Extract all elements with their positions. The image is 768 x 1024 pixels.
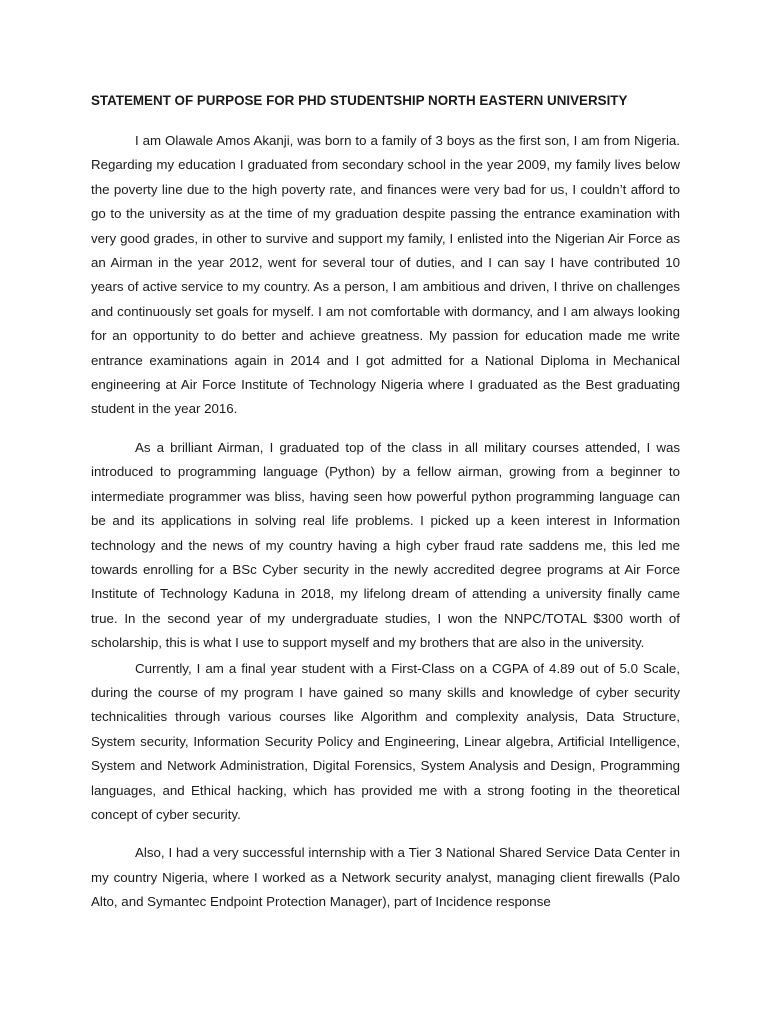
paragraph-cybersecurity-interest: As a brilliant Airman, I graduated top of the class in all military courses attended, I was introduced to programming language (Python) by a fellow airman, growing from a beginner to intermediate programmer was bliss, having seen how powerful python programming language can be and its applications in solving real life problems. I picked up a keen interest in Information technology and the news of my country having a high cyber fraud rate saddens me, this led me towards enrolling for a BSc Cyber security in the newly accredited degree programs at Air Force Institute of Technology Kaduna in 2018, my lifelong dream of attending a university finally came true. In the second year of my undergraduate studies, I won the NNPC/TOTAL $300 worth of scholarship, this is what I use to support myself and my brothers that are also in the university. [91, 439, 680, 651]
paragraph-internship: Also, I had a very successful internship with a Tier 3 National Shared Service Data Center in my country Nigeria, where I worked as a Network security analyst, managing client firewalls (Palo Alto, and Symantec Endpoint Protection Manager), part of Incidence response [91, 845, 680, 910]
paragraph-background: I am Olawale Amos Akanji, was born to a family of 3 boys as the first son, I am from Nigeria. Regarding my education I graduated from secondary school in the year 2009, my family lives below the poverty line due to the high poverty rate, and finances were very bad for us, I couldn’t afford to go to the university as at the time of my graduation despite passing the entrance examination with very good grades, in other to survive and support my family, I enlisted into the Nigerian Air Force as an Airman in the year 2012, went for several tour of duties, and I can say I have contributed 10 years of active service to my country. As a person, I am ambitious and driven, I thrive on challenges and continuously set goals for myself. I am not comfortable with dormancy, and I am always looking for an opportunity to do better and achieve greatness. My passion for education made me write entrance examinations again in 2014 and I got admitted for a National Diploma in Mechanical engineering at Air Force Institute of Technology Nigeria where I graduated as the Best graduating student in the year 2016. [91, 133, 680, 417]
document-title: STATEMENT OF PURPOSE FOR PHD STUDENTSHIP NORTH EASTERN UNIVERSITY [91, 93, 628, 108]
paragraph-current-studies: Currently, I am a final year student with a First-Class on a CGPA of 4.89 out of 5.0 Scale, during the course of my program I have gained so many skills and knowledge of cyber security technicalities through various courses like Algorithm and complexity analysis, Data Structure, System security, Information Security Policy and Engineering, Linear algebra, Artificial Intelligence, System and Network Administration, Digital Forensics, System Analysis and Design, Programming languages, and Ethical hacking, which has provided me with a strong footing in the theoretical concept of cyber security. [91, 660, 680, 822]
